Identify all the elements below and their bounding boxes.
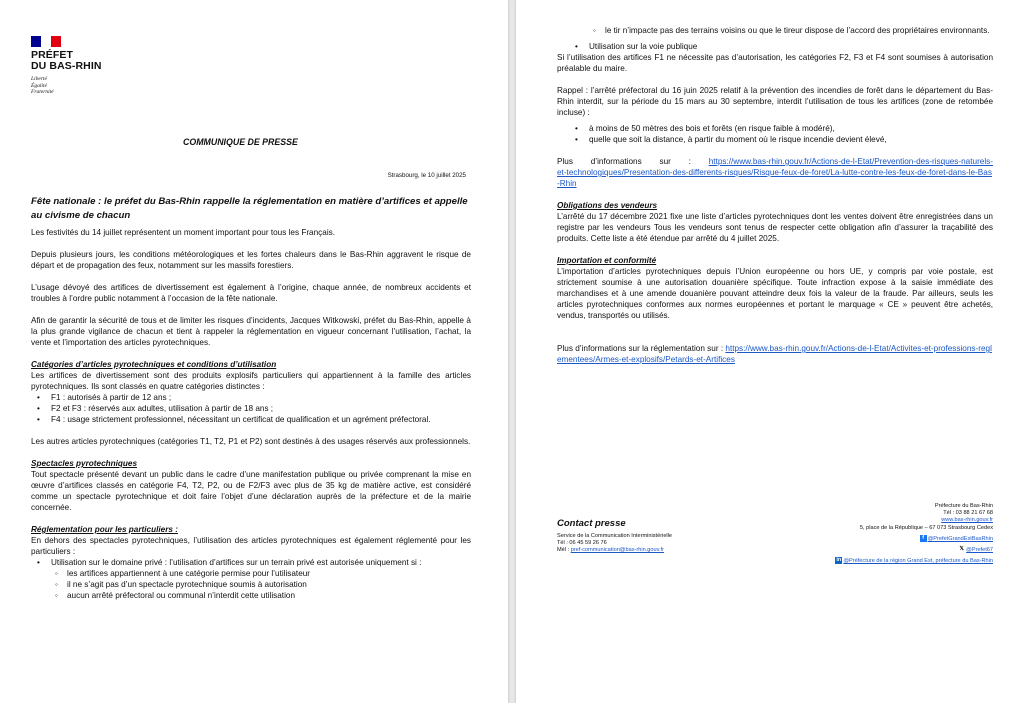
section-title-vendeurs: Obligations des vendeurs [557, 201, 658, 210]
prive-conditions-list [51, 568, 471, 601]
signature-address: 5, place de la République – 67 073 Strasbourg Cedex [859, 524, 993, 531]
section-title-particuliers: Réglementation pour les particuliers : [31, 525, 178, 534]
link-petards-et-artifices[interactable]: https://www.bas-rhin.gouv.fr/Actions-de-l-Etat/Activites-et-professions-reglementees/Armes-et-explosifs/Petards-et-Artifices [557, 344, 992, 364]
marianne-flag-logo [31, 36, 61, 47]
signature-website-link[interactable]: www.bas-rhin.gouv.fr [941, 517, 993, 524]
list-item: ◦ il ne s’agit pas d’un spectacle pyrotechnique soumis à autorisation [67, 579, 471, 590]
paragraph-usage: L’usage dévoyé des artifices de divertissement est également à l’origine, chaque année, de nombreux accidents et troubles à l’ordre public notamment à l’occasion de la fête nationale. [31, 283, 471, 303]
list-item: ◦ aucun arrêté préfectoral ou communal n’interdit cette utilisation [67, 590, 471, 601]
contact-title: Contact presse [557, 518, 626, 529]
paragraph-plus-reglementation: Plus d’informations sur la réglementation sur : https://www.bas-rhin.gouv.fr/Actions-de-l-Etat/Activites-et-professions-reglementees/Armes-et-explosifs/Petards-et-Artifices [557, 344, 992, 364]
republic-motto: Liberté Égalité Fraternité [31, 76, 54, 95]
page-2 [516, 0, 1024, 703]
paragraph-intro: Les festivités du 14 juillet représentent un moment important pour tous les Français. [31, 228, 336, 237]
press-release-title: COMMUNIQUE DE PRESSE [183, 137, 298, 147]
list-item: ◦ les artifices appartiennent à une catégorie permise pour l’utilisateur [67, 568, 471, 579]
list-item: • Utilisation sur le domaine privé : l’utilisation d’artifices sur un terrain privé est autorisée uniquement si : ◦ les artifices appartiennent à une catégorie permise pour l’utilisateur ◦ il ne s’agit pas d’un spectacle pyrotechnique soumis à autorisation ◦ aucun arrêté préfectoral ou communal n’interdit cette utilisation [51, 557, 471, 601]
x-line [733, 546, 993, 554]
facebook-line [733, 535, 993, 543]
list-item: • F1 : autorisés à partir de 12 ans ; [51, 392, 471, 403]
contact-email-line: Mél : pref-communication@bas-rhin.gouv.fr [557, 547, 664, 553]
section-title-categories: Catégories d’articles pyrotechniques et conditions d’utilisation [31, 360, 277, 369]
list-item: • à moins de 50 mètres des bois et forêts (en risque faible à modéré), [589, 123, 993, 134]
linkedin-link[interactable]: @Préfecture de la région Grand Est, préfecture du Bas-Rhin [843, 558, 993, 565]
list-item: ◦ le tir n’impacte pas des terrains voisins ou que le tireur dispose de l’accord des propriétaires environnants. [605, 25, 993, 36]
link-risque-feux-de-foret[interactable]: https://www.bas-rhin.gouv.fr/Actions-de-l-Etat/Prevention-des-risques-naturels-et-technologiques/Presentation-des-differents-risques/Risque-feux-de-foret/La-lutte-contre-les-feux-de-foret-dans-le-Bas-Rhin [557, 157, 993, 188]
paragraph-securite: Afin de garantir la sécurité de tous et de limiter les risques d’incidents, Jacques Witkowski, préfet du Bas-Rhin, appelle à la plus grande vigilance de chacun et tient à rappeler la réglementation en vigueur concernant l’utilisation, l’achat, la vente et l’importation des articles pyrotechniques. [31, 316, 471, 347]
linkedin-icon: in [836, 557, 842, 564]
x-link[interactable]: @Prefet67 [966, 546, 993, 553]
headline: Fête nationale : le préfet du Bas-Rhin rappelle la réglementation en matière d’artifices et appelle au civisme de chacun [31, 196, 468, 221]
facebook-link[interactable]: @PrefetGrandEstBasRhin [927, 535, 993, 542]
signature-phone: Tél : 03 88 21 67 68 [943, 510, 993, 517]
rappel-list [557, 123, 993, 145]
page-1 [0, 0, 508, 703]
categories-list [31, 392, 471, 425]
prefecture-logo-name: PRÉFET DU BAS-RHIN [31, 49, 102, 72]
paragraph-rappel: Rappel : l’arrêté préfectoral du 16 juin 2025 relatif à la prévention des incendies de forêt dans le département du Bas-Rhin interdit, sur la période du 15 mars au 30 septembre, interdit l’utilisation de tous les artifices (zone de retombée incluse) : [557, 86, 993, 117]
page-2-body [557, 25, 993, 365]
section-title-importation: Importation et conformité [557, 256, 657, 265]
paragraph-voie-publique: Si l’utilisation des artifices F1 ne nécessite pas d’autorisation, les catégories F2, F3 et F4 sont soumises à autorisation préalable du maire. [557, 53, 993, 73]
paragraph-importation: L’importation d’articles pyrotechniques depuis l’Union européenne ou hors UE, y compris par voie postale, est strictement soumise à une autorisation douanière spécifique. Toute infraction expose à la saisie immédiate des marchandises et à une amende douanière pouvant atteindre deux fois la valeur de la fraude. Par ailleurs, seuls les articles pyrotechniques conformes aux normes européennes et portant le marquage « CE » peuvent être achetés, vendus, transportés ou utilisés. [557, 267, 993, 320]
facebook-icon: f [920, 535, 927, 542]
linkedin-line [733, 557, 993, 565]
x-icon: 𝕏 [959, 546, 964, 552]
list-item: • quelle que soit la distance, à partir du moment où le risque incendie devient élevé, [589, 134, 993, 145]
paragraph-particuliers: En dehors des spectacles pyrotechniques, l’utilisation des articles pyrotechniques est également réglementé pour les particuliers : [31, 536, 471, 556]
paragraph-spectacles: Tout spectacle présenté devant un public dans le cadre d’une manifestation publique ou privée comprenant la mise en œuvre d’artifices classés en catégorie F4, T2, P2, ou de F2/F3 avec plus de 35 kg de matière active, est considéré comme un spectacle pyrotechnique et doit faire l’objet d’une déclaration auprès de la préfecture et de la mairie concernée. [31, 470, 471, 512]
paragraph-meteo: Depuis plusieurs jours, les conditions météorologiques et les fortes chaleurs dans le Bas-Rhin aggravent le risque de départ et de propagation des feux, notamment sur les massifs forestiers. [31, 250, 471, 270]
release-date: Strasbourg, le 10 juillet 2025 [387, 172, 466, 179]
contact-service: Service de la Communication Interministérielle [557, 533, 673, 539]
particuliers-list [31, 557, 471, 601]
list-item: • F4 : usage strictement professionnel, nécessitant un certificat de qualification et un agrément préfectoral. [51, 414, 471, 425]
paragraph-plus-info: Plus d’informations sur : https://www.bas-rhin.gouv.fr/Actions-de-l-Etat/Prevention-des-risques-naturels-et-technologiques/Presentation-des-differents-risques/Risque-feux-de-foret/La-lutte-contre-les-feux-de-foret-dans-le-Bas-Rhin [557, 157, 993, 188]
contact-phone: Tél : 06 45 59 26 76 [557, 540, 607, 546]
paragraph-autres: Les autres articles pyrotechniques (catégories T1, T2, P1 et P2) sont destinés à des usages réservés aux professionnels. [31, 437, 471, 446]
section-title-spectacles: Spectacles pyrotechniques [31, 459, 138, 468]
signature-prefecture: Préfecture du Bas-Rhin [934, 503, 993, 509]
contact-email-link[interactable]: pref-communication@bas-rhin.gouv.fr [570, 547, 664, 553]
page-1-body [31, 227, 471, 601]
list-item: • F2 et F3 : réservés aux adultes, utilisation à partir de 18 ans ; [51, 403, 471, 414]
paragraph-vendeurs: L’arrêté du 17 décembre 2021 fixe une liste d’articles pyrotechniques dont les ventes doivent être enregistrées dans un registre par les vendeurs Tous les vendeurs sont tenus de respecter cette obligation afin d’assurer la traçabilité des produits. Cette liste a été étendue par arrêté du 4 juillet 2025. [557, 212, 993, 243]
prefecture-signature [733, 503, 993, 565]
paragraph-categories: Les artifices de divertissement sont des produits explosifs particuliers qui appartiennent à la famille des articles pyrotechniques. Ils sont classés en quatre catégories distinctes : [31, 371, 471, 391]
list-item: • Utilisation sur la voie publique [589, 41, 993, 52]
press-contact [557, 518, 672, 554]
voie-publique-list [557, 41, 993, 52]
prive-conditions-continued [557, 25, 993, 36]
